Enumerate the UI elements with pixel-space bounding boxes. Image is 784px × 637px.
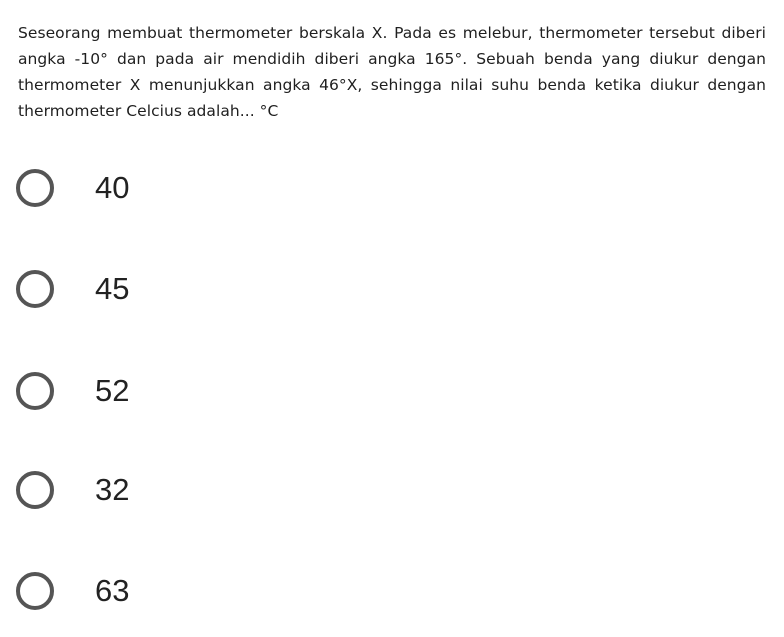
option-a[interactable] bbox=[16, 169, 236, 219]
option-c[interactable] bbox=[16, 372, 236, 422]
radio-button-icon[interactable] bbox=[16, 471, 54, 509]
radio-button-icon[interactable] bbox=[16, 572, 54, 610]
radio-button-icon[interactable] bbox=[16, 372, 54, 410]
option-label: 63 bbox=[95, 573, 130, 608]
option-label: 32 bbox=[95, 472, 130, 507]
option-label: 45 bbox=[95, 271, 130, 306]
radio-button-icon[interactable] bbox=[16, 270, 54, 308]
option-label: 52 bbox=[95, 373, 130, 408]
option-e[interactable] bbox=[16, 572, 236, 622]
option-label: 40 bbox=[95, 170, 130, 205]
radio-button-icon[interactable] bbox=[16, 169, 54, 207]
option-b[interactable] bbox=[16, 270, 236, 320]
question-text: Seseorang membuat thermometer berskala X. Pada es melebur, thermometer tersebut diberi angka -10° dan pada air mendidih diberi angka 165°. Sebuah benda yang diukur dengan thermometer X menunjukkan angka 46°X, sehingga nilai suhu benda ketika diukur dengan thermometer Celcius adalah... °C bbox=[18, 24, 766, 120]
option-d[interactable] bbox=[16, 471, 236, 521]
